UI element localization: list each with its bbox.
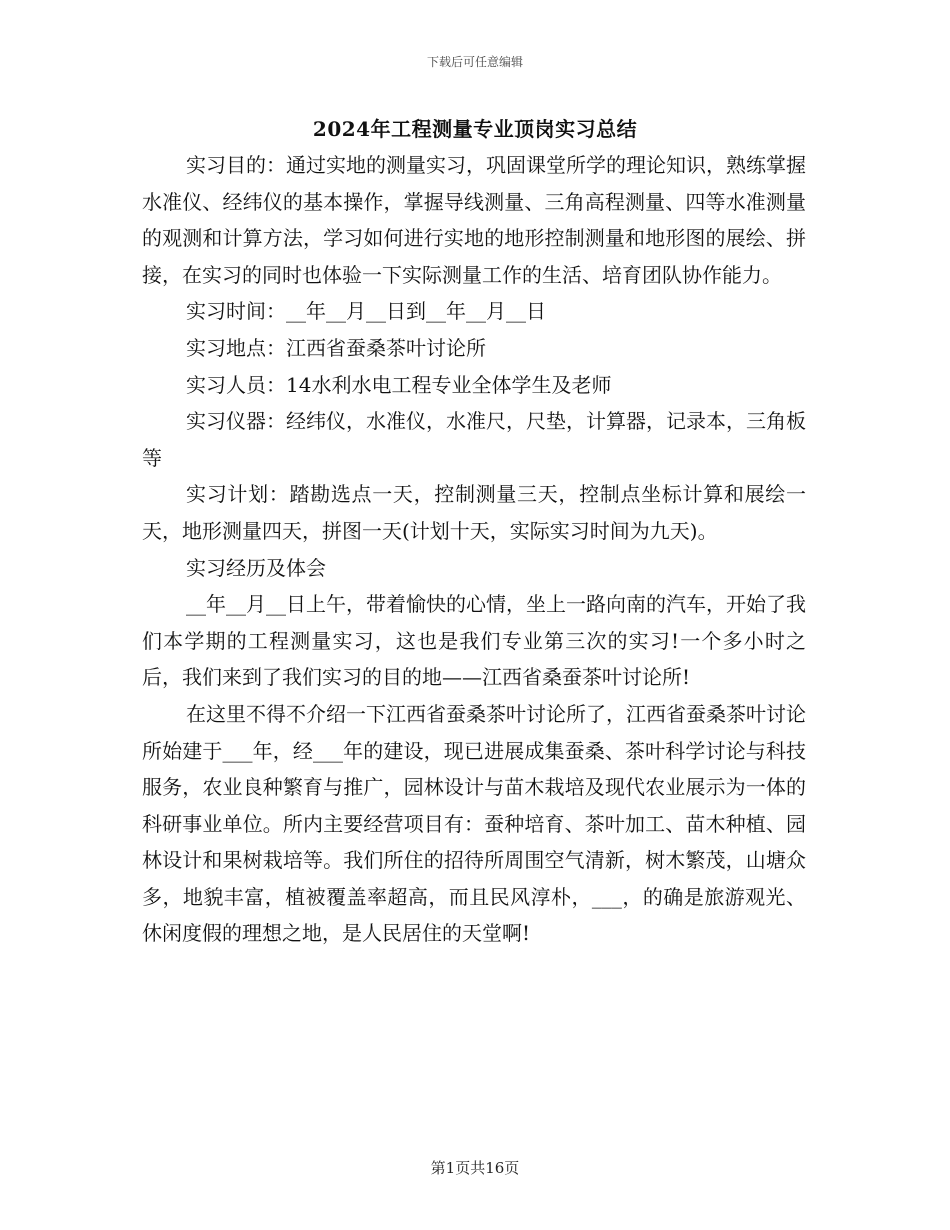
paragraph-plan: 实习计划：踏勘选点一天，控制测量三天，控制点坐标计算和展绘一天，地形测量四天，拼图一天(计划十天，实际实习时间为九天)。 xyxy=(142,482,806,543)
document-body xyxy=(142,147,806,952)
page-number: 第1页共16页 xyxy=(430,1159,520,1177)
paragraph-institute: 在这里不得不介绍一下江西省蚕桑茶叶讨论所了，江西省蚕桑茶叶讨论所始建于___年，经___年的建设，现已进展成集蚕桑、茶叶科学讨论与科技服务，农业良种繁育与推广，园林设计与苗木栽培及现代农业展示为一体的科研事业单位。所内主要经营项目有：蚕种培育、茶叶加工、苗木种植、园林设计和果树栽培等。我们所住的招待所周围空气清新，树木繁茂，山塘众多，地貌丰富，植被覆盖率超高，而且民风淳朴，___，的确是旅游观光、休闲度假的理想之地，是人民居住的天堂啊! xyxy=(142,701,806,946)
paragraph-location: 实习地点：江西省蚕桑茶叶讨论所 xyxy=(186,335,486,360)
paragraph-arrival: __年__月__日上午，带着愉快的心情，坐上一路向南的汽车，开始了我们本学期的工程测量实习，这也是我们专业第三次的实习!一个多小时之后，我们来到了我们实习的目的地——江西省桑蚕茶叶讨论所! xyxy=(142,592,806,690)
paragraph-personnel: 实习人员：14水利水电工程专业全体学生及老师 xyxy=(186,372,612,397)
paragraph-section-heading: 实习经历及体会 xyxy=(186,555,326,580)
header-note: 下载后可任意编辑 xyxy=(426,55,523,69)
document-title: 2024年工程测量专业顶岗实习总结 xyxy=(312,117,638,141)
paragraph-purpose: 实习目的：通过实地的测量实习，巩固课堂所学的理论知识，熟练掌握水准仪、经纬仪的基本操作，掌握导线测量、三角高程测量、四等水准测量的观测和计算方法，学习如何进行实地的地形控制测量和地形图的展绘、拼接，在实习的同时也体验一下实际测量工作的生活、培育团队协作能力。 xyxy=(142,153,806,287)
paragraph-instruments: 实习仪器：经纬仪，水准仪，水准尺，尺垫，计算器，记录本，三角板等 xyxy=(142,409,806,470)
paragraph-time: 实习时间：__年__月__日到__年__月__日 xyxy=(186,299,546,324)
